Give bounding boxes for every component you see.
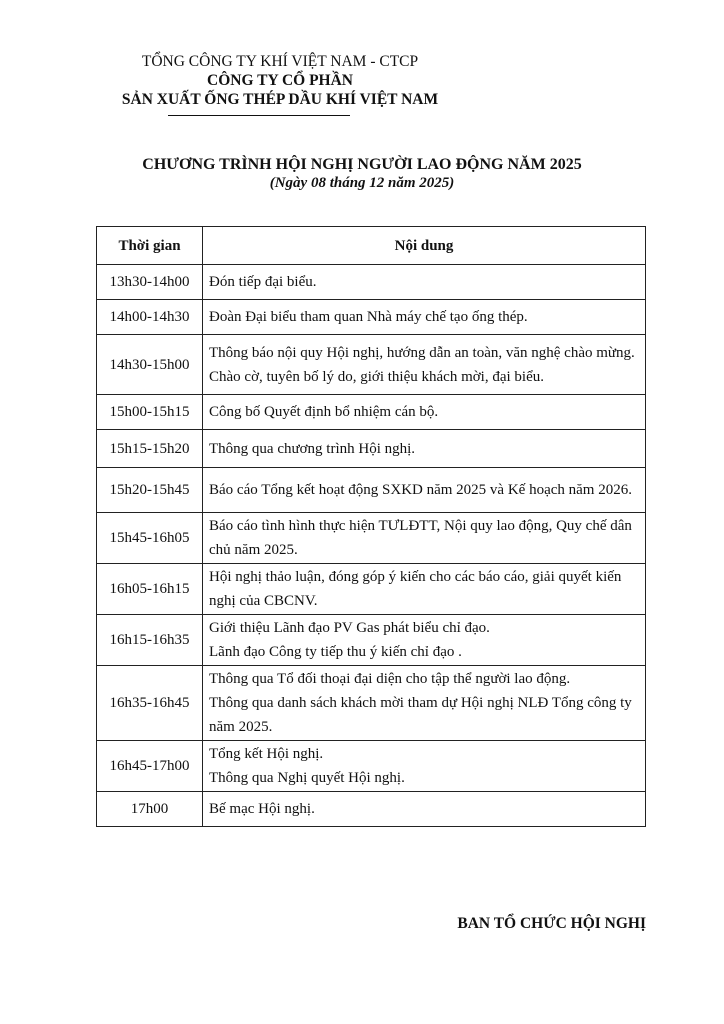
- row-time: 13h30-14h00: [97, 265, 203, 300]
- content-line: Tổng kết Hội nghị.: [209, 746, 324, 762]
- row-time: 14h30-15h00: [97, 335, 203, 395]
- parent-company-name: TỔNG CÔNG TY KHÍ VIỆT NAM - CTCP: [141, 53, 419, 70]
- document-title: CHƯƠNG TRÌNH HỘI NGHỊ NGƯỜI LAO ĐỘNG NĂM 2025: [142, 156, 582, 173]
- row-content: [203, 513, 646, 564]
- table-row: [97, 335, 646, 395]
- table-row: [97, 564, 646, 615]
- content-line: Thông qua Nghị quyết Hội nghị.: [209, 770, 405, 786]
- row-time: 14h00-14h30: [97, 300, 203, 335]
- company-name-line1: CÔNG TY CỔ PHẦN: [207, 72, 353, 89]
- row-time: 15h45-16h05: [97, 513, 203, 564]
- header-content: Nội dung: [203, 227, 646, 265]
- row-content: [203, 468, 646, 513]
- row-content: [203, 430, 646, 468]
- table-row: [97, 792, 646, 827]
- row-content: [203, 792, 646, 827]
- table-header-row: [97, 227, 646, 265]
- header-underline: [168, 115, 350, 116]
- row-content: [203, 615, 646, 666]
- content-line: Thông qua danh sách khách mời tham dự Hội nghị NLĐ Tổng công ty năm 2025.: [209, 695, 632, 735]
- header-time: Thời gian: [97, 227, 203, 265]
- content-line: Bế mạc Hội nghị.: [209, 801, 315, 817]
- row-time: 15h00-15h15: [97, 395, 203, 430]
- agenda-table: [96, 226, 646, 827]
- content-line: Chào cờ, tuyên bố lý do, giới thiệu khách mời, đại biểu.: [209, 368, 544, 385]
- table-row: [97, 615, 646, 666]
- row-content: [203, 666, 646, 741]
- document-date: (Ngày 08 tháng 12 năm 2025): [269, 175, 455, 191]
- table-row: [97, 741, 646, 792]
- row-content: [203, 395, 646, 430]
- table-row: [97, 666, 646, 741]
- table-row: [97, 513, 646, 564]
- row-content: [203, 300, 646, 335]
- content-line: Lãnh đạo Công ty tiếp thu ý kiến chỉ đạo .: [209, 644, 462, 660]
- row-time: 15h20-15h45: [97, 468, 203, 513]
- content-line: Báo cáo tình hình thực hiện TƯLĐTT, Nội quy lao động, Quy chế dân chủ năm 2025.: [209, 518, 632, 558]
- content-line: Thông báo nội quy Hội nghị, hướng dẫn an toàn, văn nghệ chào mừng.: [209, 344, 635, 361]
- content-line: Đón tiếp đại biểu.: [209, 274, 317, 290]
- row-content: [203, 335, 646, 395]
- content-line: Giới thiệu Lãnh đạo PV Gas phát biểu chỉ đạo.: [209, 620, 490, 636]
- table-row: [97, 395, 646, 430]
- row-content: [203, 265, 646, 300]
- table-row: [97, 468, 646, 513]
- row-time: 16h45-17h00: [97, 741, 203, 792]
- table-row: [97, 430, 646, 468]
- table-row: [97, 300, 646, 335]
- row-time: 16h15-16h35: [97, 615, 203, 666]
- content-line: Thông qua Tổ đối thoại đại diện cho tập thể người lao động.: [209, 671, 571, 687]
- content-line: Công bố Quyết định bổ nhiệm cán bộ.: [209, 404, 439, 420]
- content-line: Báo cáo Tổng kết hoạt động SXKD năm 2025 và Kế hoạch năm 2026.: [209, 482, 632, 498]
- content-line: Thông qua chương trình Hội nghị.: [209, 440, 416, 457]
- row-time: 16h05-16h15: [97, 564, 203, 615]
- row-time: 15h15-15h20: [97, 430, 203, 468]
- row-content: [203, 564, 646, 615]
- content-line: Hội nghị thảo luận, đóng góp ý kiến cho các báo cáo, giải quyết kiến nghị của CBCNV.: [209, 569, 622, 609]
- table-row: [97, 265, 646, 300]
- row-time: 17h00: [97, 792, 203, 827]
- company-name-line2: SẢN XUẤT ỐNG THÉP DẦU KHÍ VIỆT NAM: [121, 91, 439, 108]
- row-content: [203, 741, 646, 792]
- content-line: Đoàn Đại biểu tham quan Nhà máy chế tạo ống thép.: [209, 309, 528, 325]
- row-time: 16h35-16h45: [97, 666, 203, 741]
- organizing-committee-signature: BAN TỔ CHỨC HỘI NGHỊ: [457, 915, 646, 932]
